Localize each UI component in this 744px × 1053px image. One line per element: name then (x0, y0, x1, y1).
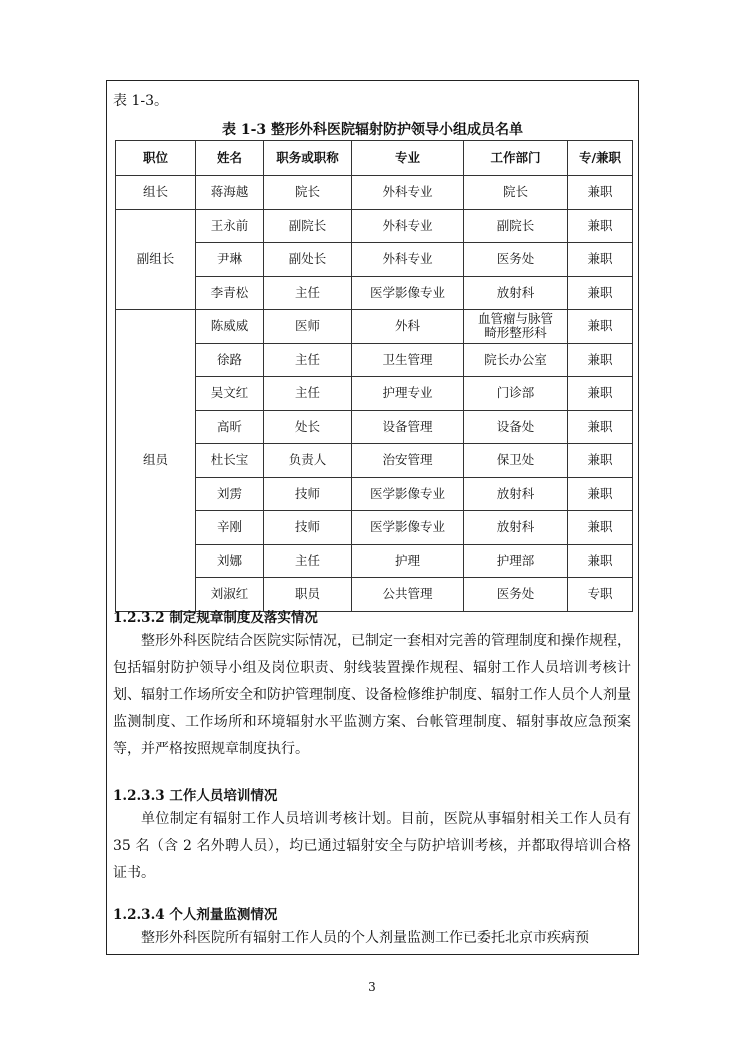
employment-cell: 兼职 (568, 310, 633, 344)
specialty-cell: 外科专业 (352, 209, 464, 243)
department-cell: 院长 (464, 176, 568, 210)
title-cell: 主任 (264, 343, 352, 377)
title-cell: 主任 (264, 544, 352, 578)
department-cell: 护理部 (464, 544, 568, 578)
section-paragraph: 单位制定有辐射工作人员培训考核计划。目前，医院从事辐射相关工作人员有 35 名（含 2 名外聘人员），均已通过辐射安全与防护培训考核，并都取得培训合格证书。 (113, 811, 631, 881)
title-cell: 院长 (264, 176, 352, 210)
specialty-cell: 设备管理 (352, 410, 464, 444)
department-cell: 放射科 (464, 276, 568, 310)
title-cell: 副院长 (264, 209, 352, 243)
specialty-cell: 公共管理 (352, 578, 464, 612)
title-cell: 主任 (264, 276, 352, 310)
department-cell: 医务处 (464, 578, 568, 612)
header-name: 姓名 (196, 141, 264, 176)
employment-cell: 兼职 (568, 444, 633, 478)
employment-cell: 兼职 (568, 410, 633, 444)
title-cell: 主任 (264, 377, 352, 411)
title-cell: 技师 (264, 511, 352, 545)
name-cell: 杜长宝 (196, 444, 264, 478)
employment-cell: 专职 (568, 578, 633, 612)
title-cell: 医师 (264, 310, 352, 344)
name-cell: 尹琳 (196, 243, 264, 277)
header-department: 工作部门 (464, 141, 568, 176)
department-cell: 门诊部 (464, 377, 568, 411)
department-cell: 院长办公室 (464, 343, 568, 377)
employment-cell: 兼职 (568, 276, 633, 310)
department-cell: 设备处 (464, 410, 568, 444)
name-cell: 高昕 (196, 410, 264, 444)
name-cell: 蒋海越 (196, 176, 264, 210)
title-cell: 处长 (264, 410, 352, 444)
name-cell: 李青松 (196, 276, 264, 310)
section-paragraph: 整形外科医院所有辐射工作人员的个人剂量监测工作已委托北京市疾病预 (141, 930, 589, 946)
specialty-cell: 医学影像专业 (352, 511, 464, 545)
employment-cell: 兼职 (568, 377, 633, 411)
specialty-cell: 治安管理 (352, 444, 464, 478)
name-cell: 刘淑红 (196, 578, 264, 612)
department-cell: 医务处 (464, 243, 568, 277)
section-heading: 1.2.3.4 个人剂量监测情况 (113, 907, 278, 923)
title-cell: 职员 (264, 578, 352, 612)
intro-text: 表 1-3。 (113, 93, 168, 109)
position-cell: 组员 (116, 310, 196, 612)
section-heading: 1.2.3.2 制定规章制度及落实情况 (113, 610, 318, 626)
section-heading: 1.2.3.3 工作人员培训情况 (113, 788, 278, 804)
employment-cell: 兼职 (568, 243, 633, 277)
page-number: 3 (368, 980, 376, 994)
title-cell: 负责人 (264, 444, 352, 478)
table-body (116, 176, 633, 612)
table-row (116, 176, 633, 210)
specialty-cell: 医学影像专业 (352, 276, 464, 310)
header-position: 职位 (116, 141, 196, 176)
employment-cell: 兼职 (568, 511, 633, 545)
specialty-cell: 医学影像专业 (352, 477, 464, 511)
name-cell: 徐路 (196, 343, 264, 377)
table-row (116, 209, 633, 243)
header-specialty: 专业 (352, 141, 464, 176)
department-cell: 保卫处 (464, 444, 568, 478)
specialty-cell: 护理 (352, 544, 464, 578)
position-cell: 组长 (116, 176, 196, 210)
table-caption: 表 1-3 整形外科医院辐射防护领导小组成员名单 (221, 122, 524, 138)
header-title: 职务或职称 (264, 141, 352, 176)
employment-cell: 兼职 (568, 544, 633, 578)
title-cell: 副处长 (264, 243, 352, 277)
specialty-cell: 外科专业 (352, 176, 464, 210)
employment-cell: 兼职 (568, 209, 633, 243)
staff-table (115, 140, 633, 612)
name-cell: 吴文红 (196, 377, 264, 411)
table-header-row (116, 141, 633, 176)
specialty-cell: 外科 (352, 310, 464, 344)
header-employment: 专/兼职 (568, 141, 633, 176)
title-cell: 技师 (264, 477, 352, 511)
name-cell: 王永前 (196, 209, 264, 243)
specialty-cell: 外科专业 (352, 243, 464, 277)
department-cell: 副院长 (464, 209, 568, 243)
section-paragraph: 整形外科医院结合医院实际情况，已制定一套相对完善的管理制度和操作规程，包括辐射防护领导小组及岗位职责、射线装置操作规程、辐射工作人员培训考核计划、辐射工作场所安全和防护管理制度、设备检修维护制度、辐射工作人员个人剂量监测制度、工作场所和环境辐射水平监测方案、台帐管理制度、辐射事故应急预案等，并严格按照规章制度执行。 (113, 633, 631, 757)
employment-cell: 兼职 (568, 176, 633, 210)
position-cell: 副组长 (116, 209, 196, 310)
table-row (116, 310, 633, 344)
specialty-cell: 护理专业 (352, 377, 464, 411)
employment-cell: 兼职 (568, 477, 633, 511)
name-cell: 刘娜 (196, 544, 264, 578)
department-cell: 血管瘤与脉管 畸形整形科 (464, 310, 568, 344)
department-cell: 放射科 (464, 477, 568, 511)
department-cell: 放射科 (464, 511, 568, 545)
employment-cell: 兼职 (568, 343, 633, 377)
name-cell: 刘雳 (196, 477, 264, 511)
name-cell: 辛刚 (196, 511, 264, 545)
name-cell: 陈威威 (196, 310, 264, 344)
specialty-cell: 卫生管理 (352, 343, 464, 377)
